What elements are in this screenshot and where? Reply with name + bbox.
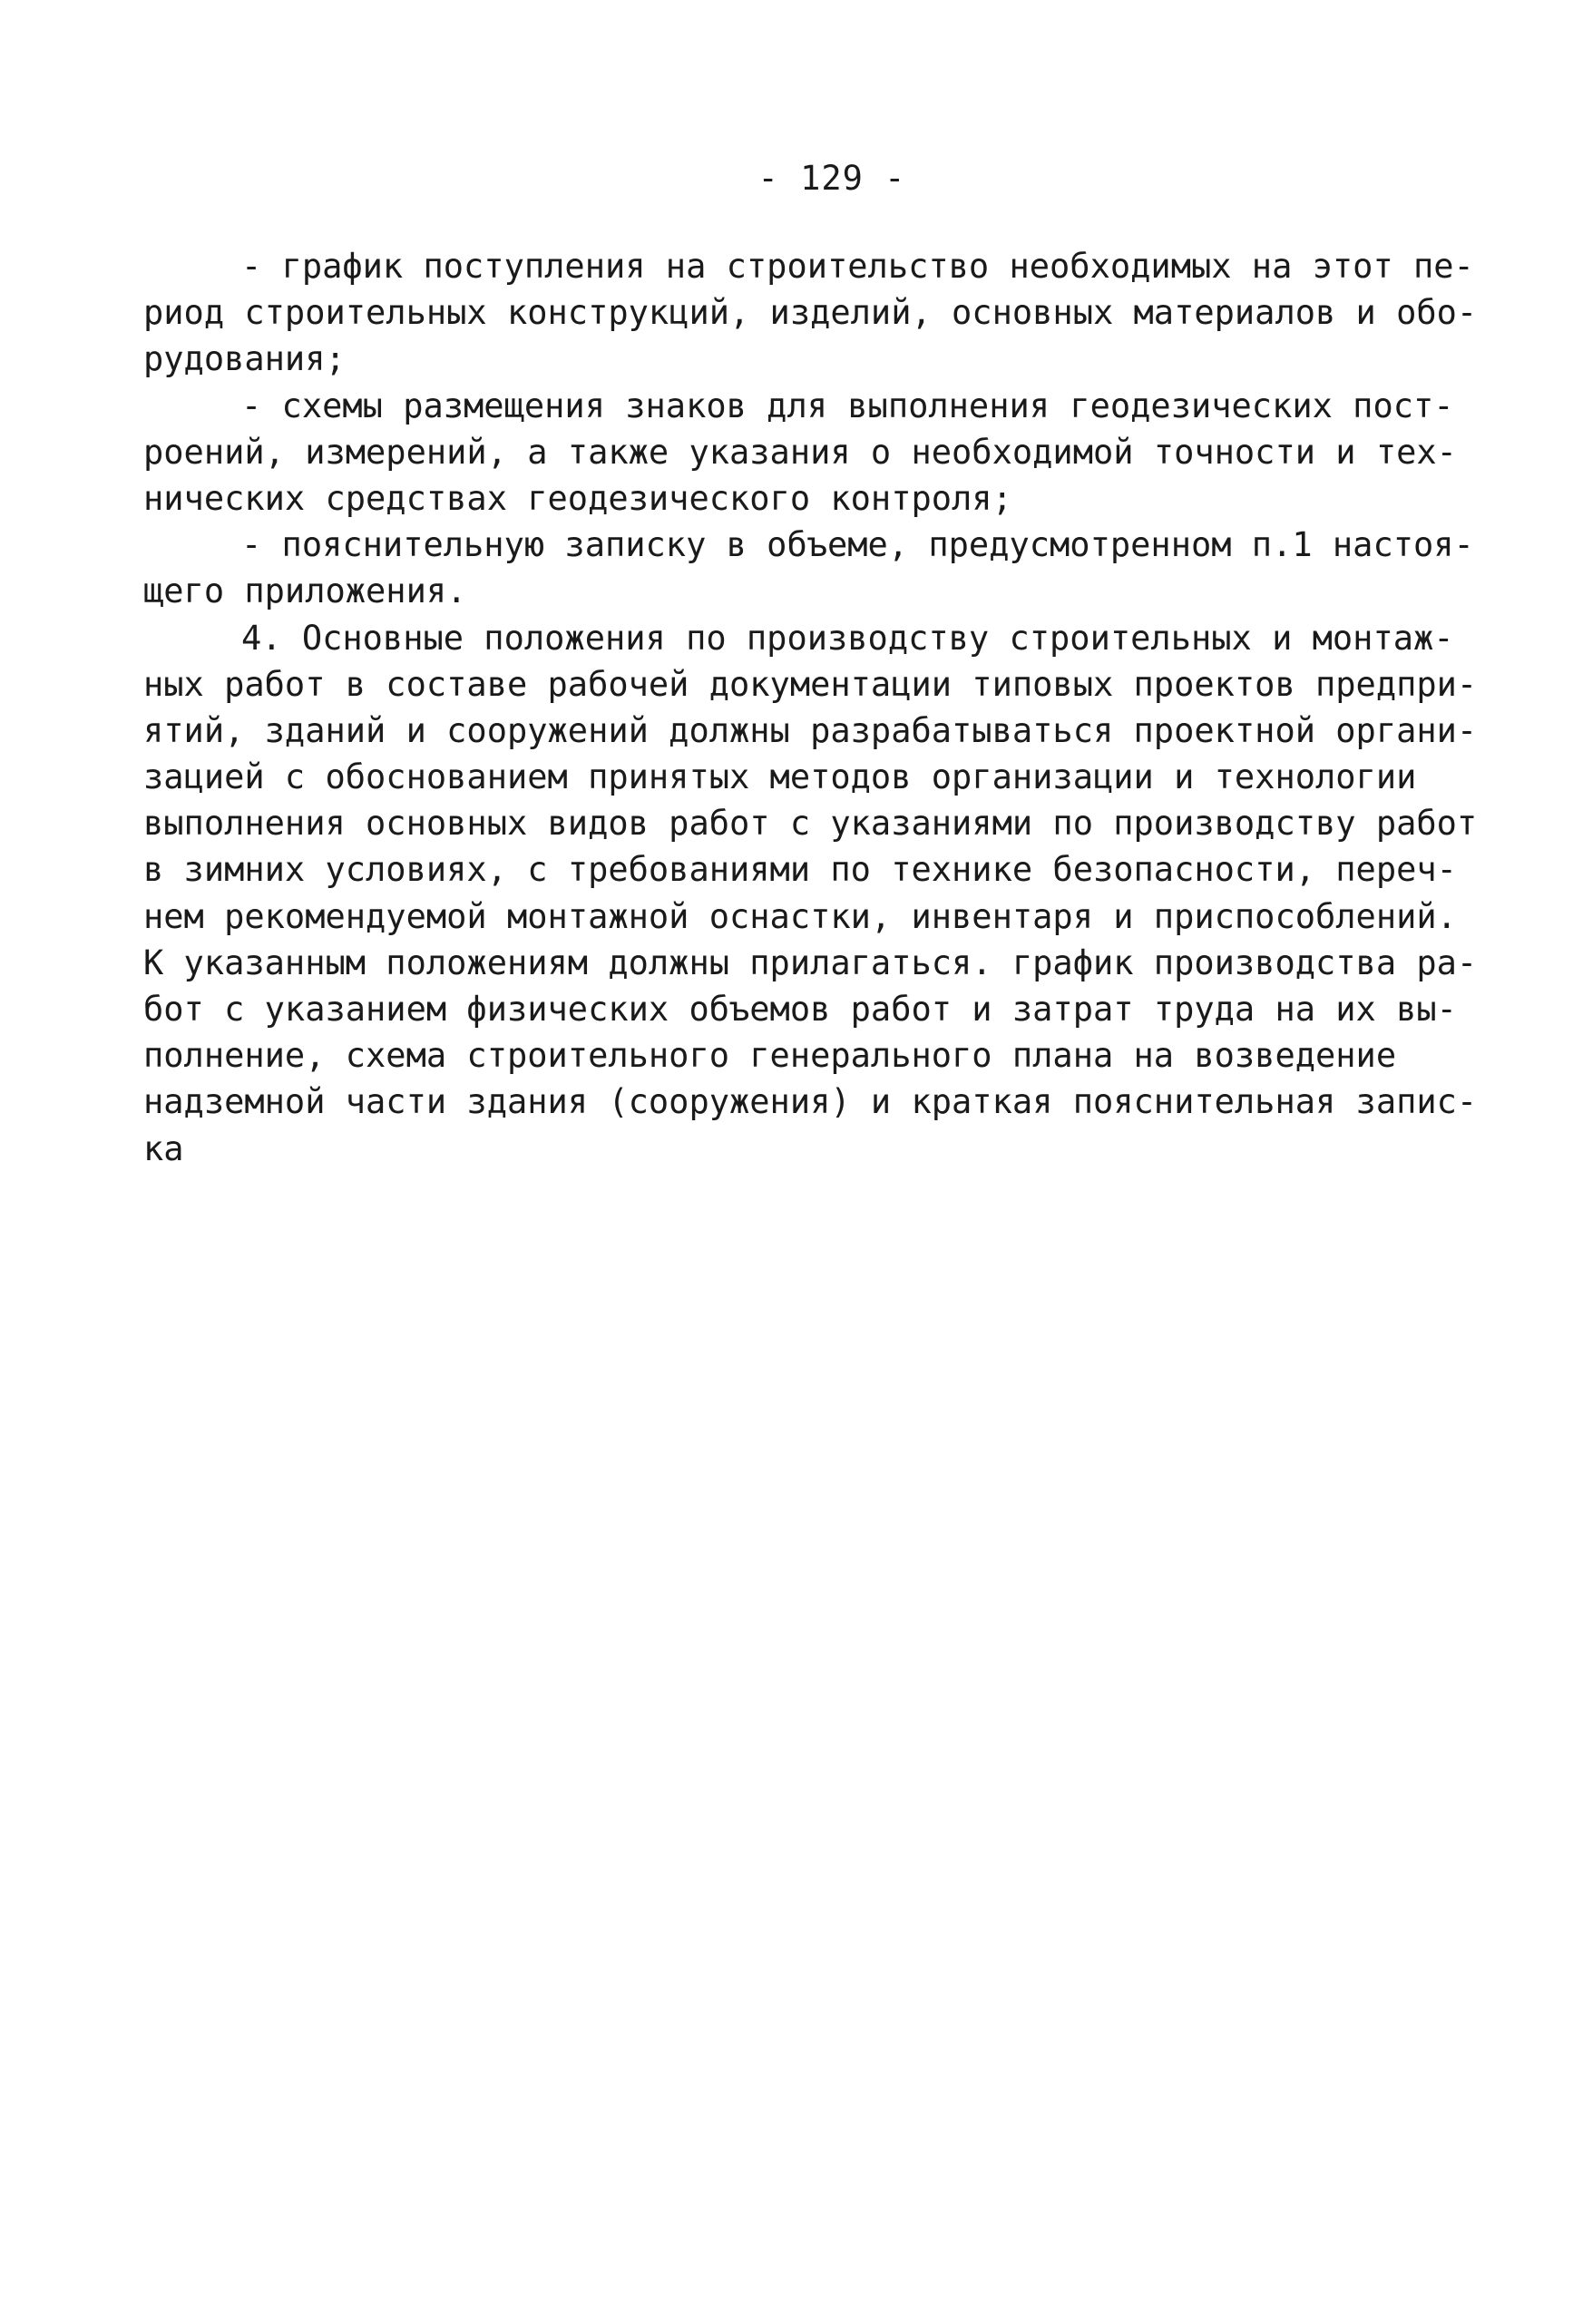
text-line: - график поступления на строительство необходимых на этот пе- xyxy=(241,247,1474,286)
text-line: надземной части здания (сооружения) и краткая пояснительная запис- xyxy=(143,1082,1478,1122)
text-line: в зимних условиях, с требованиями по технике безопасности, переч- xyxy=(143,850,1457,890)
text-line: нем рекомендуемой монтажной оснастки, инвентаря и приспособлений. xyxy=(143,896,1457,936)
text-line: нических средствах геодезического контроля; xyxy=(143,478,1012,518)
text-line: - пояснительную записку в объеме, предусмотренном п.1 настоя- xyxy=(241,525,1474,565)
text-line: К указанным положениям должны прилагаться. график производства ра- xyxy=(143,942,1478,982)
page-number: - 129 - xyxy=(757,159,906,198)
text-line: риод строительных конструкций, изделий, основных материалов и обо- xyxy=(143,293,1478,333)
text-line: ятий, зданий и сооружений должны разрабатываться проектной органи- xyxy=(143,710,1478,750)
text-line: 4. Основные положения по производству строительных и монтаж- xyxy=(241,618,1454,658)
text-line: выполнения основных видов работ с указаниями по производству работ xyxy=(143,804,1478,844)
text-line: щего приложения. xyxy=(143,571,467,611)
text-line: полнение, схема строительного генерального плана на возведение xyxy=(143,1036,1397,1076)
text-line: ка xyxy=(143,1128,184,1168)
body-text xyxy=(143,243,1478,1172)
text-line: зацией с обоснованием принятых методов организации и технологии xyxy=(143,757,1417,797)
text-line: бот с указанием физических объемов работ и затрат труда на их вы- xyxy=(143,990,1457,1029)
text-line: - схемы размещения знаков для выполнения геодезических пост- xyxy=(241,386,1454,425)
text-line: роений, измерений, а также указания о необходимой точности и тех- xyxy=(143,432,1457,472)
text-line: ных работ в составе рабочей документации типовых проектов предпри- xyxy=(143,664,1478,704)
text-line: рудования; xyxy=(143,339,346,379)
